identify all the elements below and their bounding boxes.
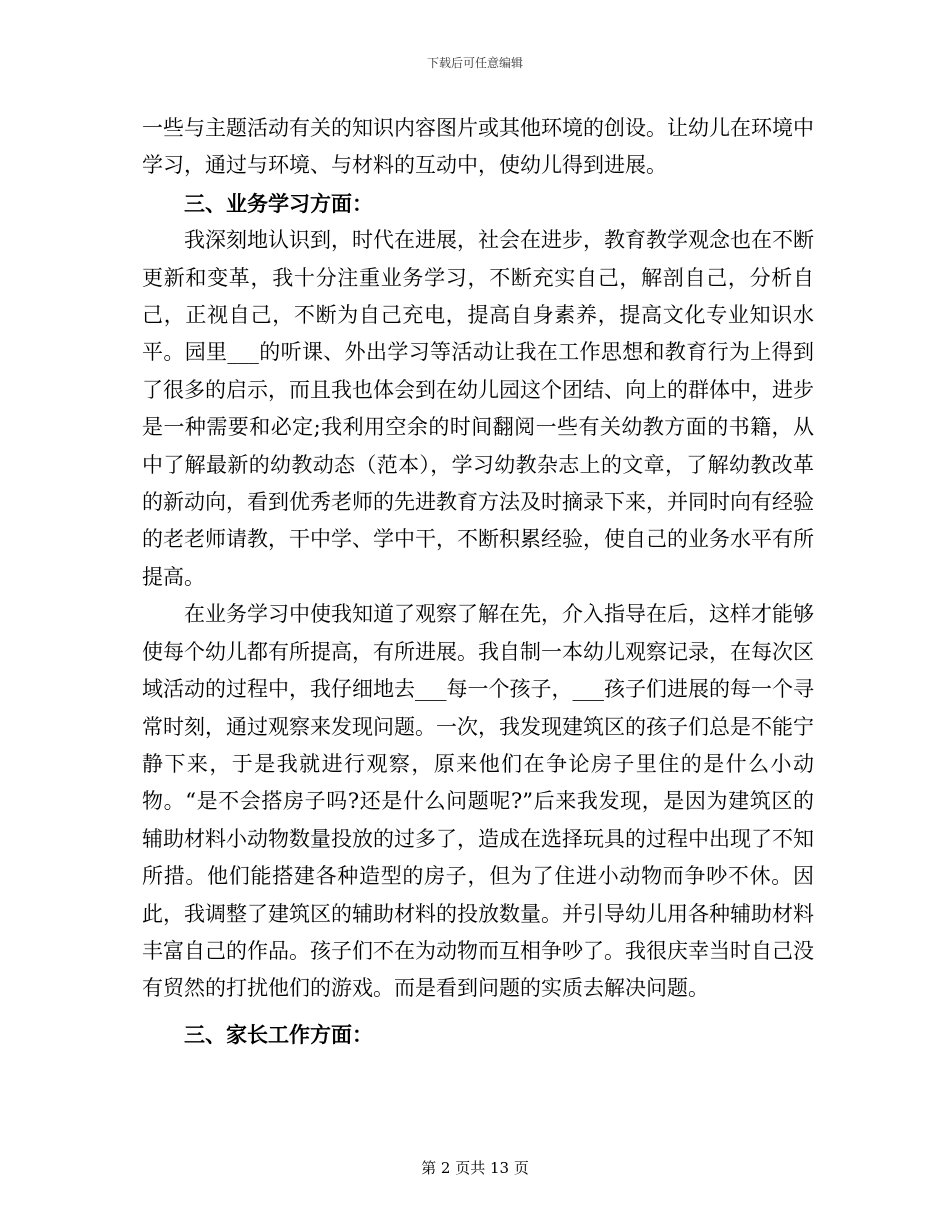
page-number: 第 2 页共 13 页 bbox=[421, 1159, 529, 1177]
page-header-note: 下载后可任意编辑 bbox=[426, 56, 523, 70]
paragraph: 在业务学习中使我知道了观察了解在先，介入指导在后，这样才能够使每个幼儿都有所提高，有所进展。我自制一本幼儿观察记录，在每次区域活动的过程中，我仔细地去___每一个孩子，___孩子们进展的每一个寻常时刻，通过观察来发现问题。一次，我发现建筑区的孩子们总是不能宁静下来，于是我就进行观察，原来他们在争论房子里住的是什么小动物。“是不会搭房子吗?还是什么问题呢?”后来我发现，是因为建筑区的辅助材料小动物数量投放的过多了，造成在选择玩具的过程中出现了不知所措。他们能搭建各种造型的房子，但为了住进小动物而争吵不休。因此，我调整了建筑区的辅助材料的投放数量。并引导幼儿用各种辅助材料丰富自己的作品。孩子们不在为动物而互相争吵了。我很庆幸当时自己没有贸然的打扰他们的游戏。而是看到问题的实质去解决问题。 bbox=[142, 602, 814, 1001]
paragraph: 一些与主题活动有关的知识内容图片或其他环境的创设。让幼儿在环境中学习，通过与环境、与材料的互动中，使幼儿得到进展。 bbox=[142, 116, 814, 178]
paragraph: 我深刻地认识到，时代在进展，社会在进步，教育教学观念也在不断更新和变革，我十分注重业务学习，不断充实自己，解剖自己，分析自己，正视自己，不断为自己充电，提高自身素养，提高文化专业知识水平。园里___的听课、外出学习等活动让我在工作思想和教育行为上得到了很多的启示，而且我也体会到在幼儿园这个团结、向上的群体中，进步是一种需要和必定;我利用空余的时间翻阅一些有关幼教方面的书籍，从中了解最新的幼教动态（范本），学习幼教杂志上的文章，了解幼教改革的新动向，看到优秀老师的先进教育方法及时摘录下来，并同时向有经验的老老师请教，干中学、学中干，不断积累经验，使自己的业务水平有所提高。 bbox=[142, 228, 814, 589]
document-body bbox=[142, 110, 814, 1053]
section-heading: 三、业务学习方面： bbox=[184, 190, 373, 216]
section-heading: 三、家长工作方面： bbox=[184, 1021, 373, 1047]
